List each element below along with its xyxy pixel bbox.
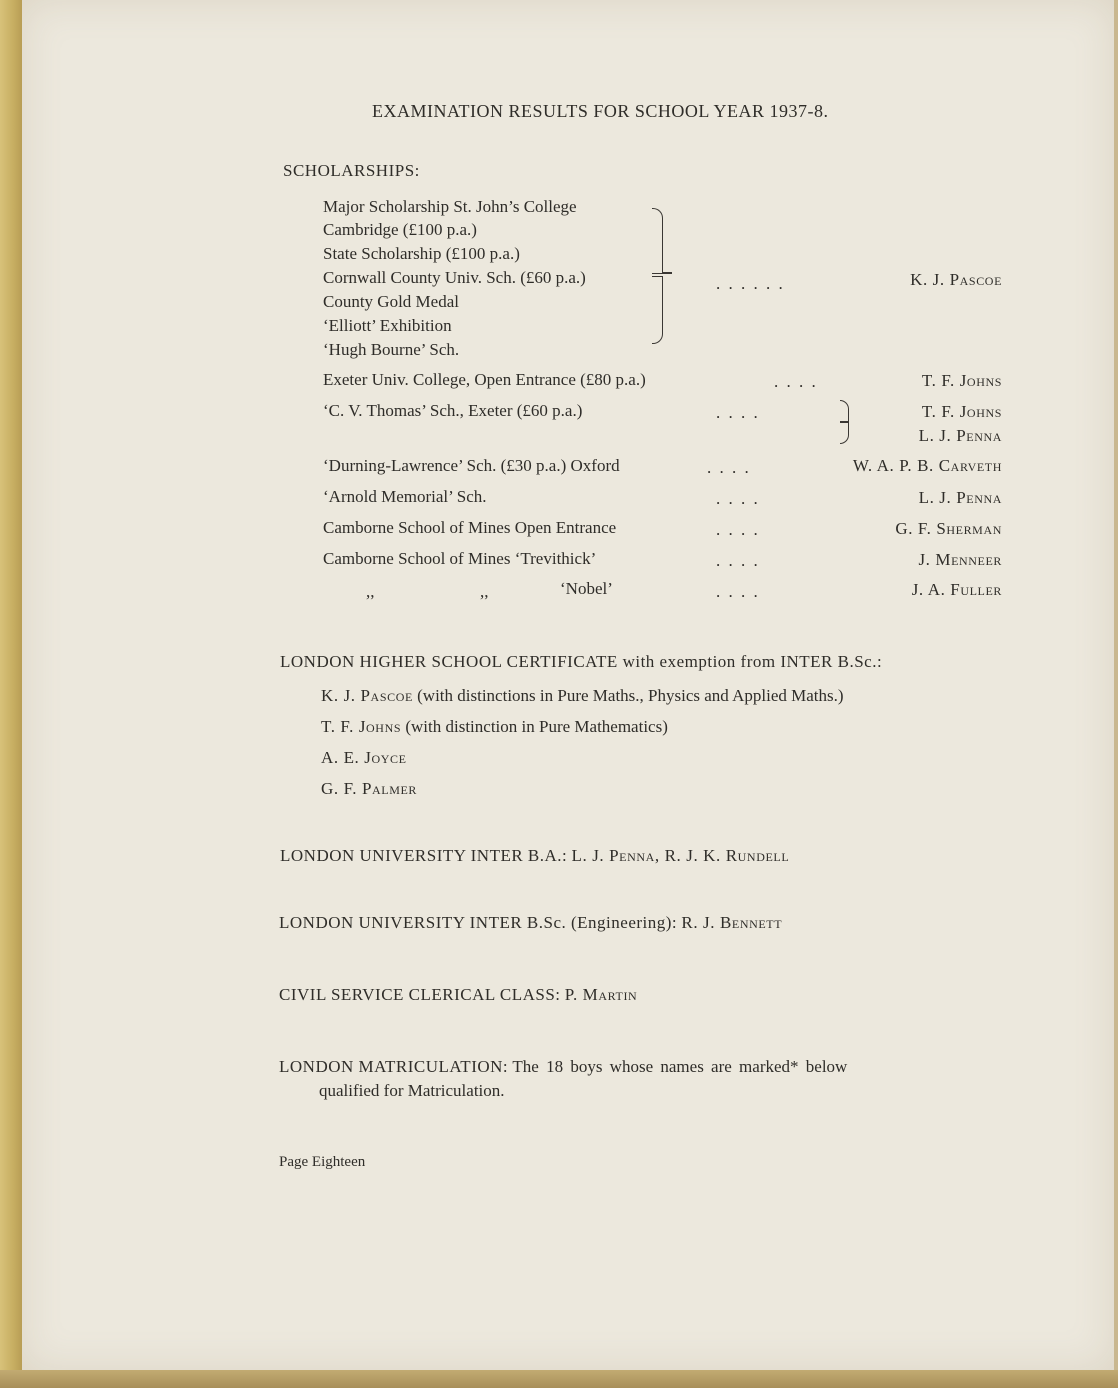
leader-dots: . . . . — [707, 458, 751, 477]
inter-ba-line — [280, 846, 789, 866]
leader-dots: . . . . — [716, 520, 760, 539]
award-text: ‘Durning-Lawrence’ Sch. (£30 p.a.) Oxford — [323, 456, 620, 475]
page-bottom-edge — [0, 1370, 1118, 1388]
award-text: Camborne School of Mines ‘Trevithick’ — [323, 549, 597, 568]
leader-dots: . . . . — [716, 489, 760, 508]
leader-dots: . . . . — [716, 551, 760, 570]
leader-dots: . . . . — [716, 582, 760, 601]
matriculation-text: The 18 boys whose names are marked* below — [512, 1057, 848, 1076]
award-text: ‘Nobel’ — [560, 579, 613, 598]
recipient-name: T. F. Johns — [921, 402, 1002, 421]
recipient-name: G. F. Sherman — [895, 519, 1002, 538]
matriculation-heading: LONDON MATRICULATION: — [279, 1057, 509, 1076]
inter-ba-heading: LONDON UNIVERSITY INTER B.A.: — [280, 846, 568, 865]
hsc-entry — [321, 717, 668, 737]
brace-point — [662, 272, 672, 274]
award-text: ‘C. V. Thomas’ Sch., Exeter (£60 p.a.) — [323, 401, 583, 420]
leader-dots: . . . . — [716, 403, 760, 422]
hsc-name: G. F. Palmer — [321, 779, 418, 798]
brace-top — [652, 208, 663, 274]
leader-dots: . . . . — [774, 372, 818, 391]
matriculation-line — [279, 1057, 847, 1077]
leader-dots: . . . . . . — [716, 274, 785, 293]
group1-line: Cornwall County Univ. Sch. (£60 p.a.) — [323, 268, 586, 287]
group1-line: Major Scholarship St. John’s College — [323, 197, 577, 216]
hsc-note: (with distinction in Pure Mathematics) — [405, 717, 668, 736]
scholarships-heading: SCHOLARSHIPS: — [283, 161, 420, 180]
hsc-entry — [321, 686, 844, 706]
page-title: EXAMINATION RESULTS FOR SCHOOL YEAR 1937-8. — [372, 101, 829, 121]
inter-ba-names: L. J. Penna, R. J. K. Rundell — [571, 846, 790, 865]
award-text: Exeter Univ. College, Open Entrance (£80 p.a.) — [323, 370, 646, 389]
ditto-mark: ,, — [366, 582, 375, 601]
civil-service-names: P. Martin — [564, 985, 638, 1004]
group1-line: ‘Hugh Bourne’ Sch. — [323, 340, 460, 359]
page-number: Page Eighteen — [279, 1154, 366, 1170]
hsc-note: (with distinctions in Pure Maths., Physics and Applied Maths.) — [417, 686, 844, 705]
civil-service-line — [279, 985, 637, 1005]
group1-line: Cambridge (£100 p.a.) — [323, 220, 477, 239]
award-text: Camborne School of Mines Open Entrance — [323, 518, 617, 537]
recipient-name: J. Menneer — [918, 550, 1002, 569]
award-text: ‘Arnold Memorial’ Sch. — [323, 487, 487, 506]
inter-bsc-line — [279, 913, 782, 933]
recipient-name: L. J. Penna — [918, 488, 1002, 507]
recipient-name: K. J. Pascoe — [910, 270, 1002, 289]
inter-bsc-names: R. J. Bennett — [681, 913, 783, 932]
brace-bottom — [652, 276, 663, 344]
group1-line: County Gold Medal — [323, 292, 459, 311]
hsc-heading: LONDON HIGHER SCHOOL CERTIFICATE with exemption from INTER B.Sc.: — [280, 652, 883, 671]
hsc-name: K. J. Pascoe — [321, 686, 413, 705]
recipient-name: L. J. Penna — [918, 426, 1002, 445]
ditto-mark: ,, — [480, 582, 489, 601]
small-brace-top — [840, 400, 849, 422]
group1-line: ‘Elliott’ Exhibition — [323, 316, 452, 335]
recipient-name: J. A. Fuller — [911, 580, 1002, 599]
inter-bsc-heading: LONDON UNIVERSITY INTER B.Sc. (Engineering): — [279, 913, 678, 932]
page-binding-edge — [0, 0, 22, 1388]
matriculation-text-cont: qualified for Matriculation. — [319, 1081, 505, 1100]
group1-line: State Scholarship (£100 p.a.) — [323, 244, 520, 263]
hsc-name: T. F. Johns — [321, 717, 402, 736]
hsc-name: A. E. Joyce — [321, 748, 407, 767]
recipient-name: W. A. P. B. Carveth — [852, 456, 1002, 475]
civil-service-heading: CIVIL SERVICE CLERICAL CLASS: — [279, 985, 561, 1004]
recipient-name: T. F. Johns — [921, 371, 1002, 390]
